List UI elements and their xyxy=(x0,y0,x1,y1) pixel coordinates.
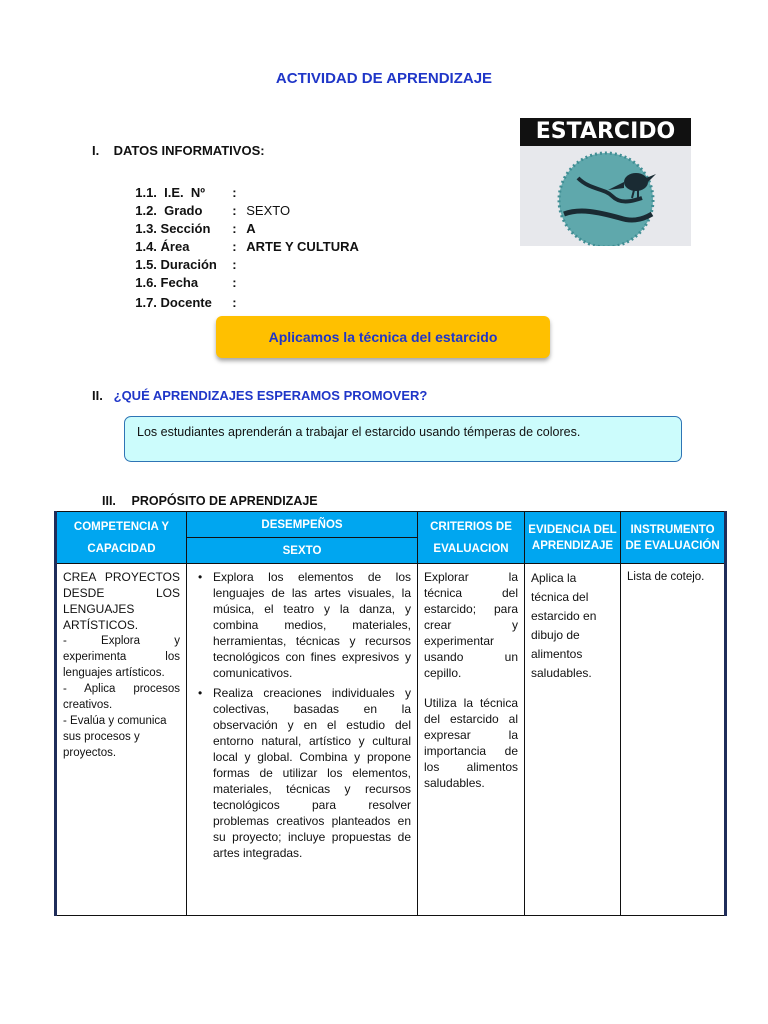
competencia-title: CREA PROYECTOS DESDE LOS LENGUAJES ARTÍSTICOS. xyxy=(63,570,180,632)
header-evidencia: EVIDENCIA DEL APRENDIZAJE xyxy=(525,512,621,564)
data-key: 1.6. Fecha xyxy=(135,275,199,290)
data-key: 1.5. Duración xyxy=(135,257,217,272)
data-colon: : xyxy=(232,295,237,310)
header-desempenos: DESEMPEÑOS xyxy=(187,512,418,538)
criterio-item: Utiliza la técnica del estarcido al expresar la importancia de los alimentos saludables. xyxy=(424,696,518,790)
header-criterios xyxy=(418,512,525,564)
data-colon: : xyxy=(232,257,237,272)
desempeno-item: • Realiza creaciones individuales y colectivas, basadas en la observación y en el estudio del entorno natural, artístico y cultural local y global. Combina y propone formas de utilizar los elementos, materiales, técnicas y recursos tecnológicos para resolver problemas creativos planteados en su proyecto; incluye propuestas de artes integradas. xyxy=(193,685,411,861)
data-value: SEXTO xyxy=(246,203,291,218)
learning-goal-text: Los estudiantes aprenderán a trabajar el estarcido usando témperas de colores. xyxy=(137,425,581,439)
header-text: CAPACIDAD xyxy=(87,542,156,555)
data-colon: : xyxy=(232,239,237,254)
data-key: 1.7. Docente xyxy=(135,295,212,310)
cell-criterios xyxy=(418,564,525,916)
header-text: EVALUACION xyxy=(433,542,509,555)
section-proposito-heading xyxy=(102,494,318,508)
learning-goal-box xyxy=(124,416,682,462)
header-text: CRITERIOS DE xyxy=(430,520,512,533)
purpose-table xyxy=(54,511,727,916)
cell-instrumento: Lista de cotejo. xyxy=(621,564,726,916)
section-datos-heading xyxy=(92,143,265,158)
header-competencia xyxy=(56,512,187,564)
cell-evidencia: Aplica la técnica del estarcido en dibujo de alimentos saludables. xyxy=(525,564,621,916)
section-heading: ¿QUÉ APRENDIZAJES ESPERAMOS PROMOVER? xyxy=(113,388,428,403)
cell-competencia xyxy=(56,564,187,916)
section-number: I. xyxy=(92,143,100,158)
section-aprendizajes-heading xyxy=(92,388,427,403)
data-key: 1.2. Grado xyxy=(135,203,203,218)
data-colon: : xyxy=(232,203,237,218)
data-value: A xyxy=(246,221,256,236)
data-key: 1.3. Sección xyxy=(135,221,211,236)
section-number: II. xyxy=(92,388,103,403)
data-row-docente xyxy=(128,280,246,310)
data-value: ARTE Y CULTURA xyxy=(246,239,359,254)
header-text: COMPETENCIA Y xyxy=(73,520,170,533)
data-key: 1.4. Área xyxy=(135,239,190,254)
data-colon: : xyxy=(232,185,237,200)
data-key: 1.1. I.E. Nº xyxy=(135,185,206,200)
criterio-item: Explorar la técnica del estarcido; para crear y experimentar usando un cepillo. xyxy=(424,570,518,680)
image-label: ESTARCIDO xyxy=(520,118,691,146)
cell-desempenos xyxy=(187,564,418,916)
section-heading: DATOS INFORMATIVOS: xyxy=(113,143,265,158)
data-colon: : xyxy=(232,221,237,236)
data-colon: : xyxy=(232,275,237,290)
header-instrumento: INSTRUMENTO DE EVALUACIÓN xyxy=(621,512,726,564)
desempeno-item: • Explora los elementos de los lenguajes de las artes visuales, la música, el teatro y la danza, y combina medios, materiales, herramientas, técnicas y recursos tecnológicos con fines expresivos y comunicativos. xyxy=(193,569,411,681)
header-grado: SEXTO xyxy=(187,538,418,564)
competencia-item: - Aplica procesos creativos. xyxy=(63,683,180,711)
page-title: ACTIVIDAD DE APRENDIZAJE xyxy=(275,70,493,87)
section-number: III. xyxy=(102,494,116,508)
competencia-item: - Evalúa y comunica sus procesos y proyectos. xyxy=(63,715,167,759)
activity-banner: Aplicamos la técnica del estarcido xyxy=(216,316,550,358)
competencia-item: - Explora y experimenta los lenguajes artísticos. xyxy=(63,635,180,679)
estarcido-image xyxy=(520,118,691,246)
section-heading: PROPÓSITO DE APRENDIZAJE xyxy=(131,494,318,508)
